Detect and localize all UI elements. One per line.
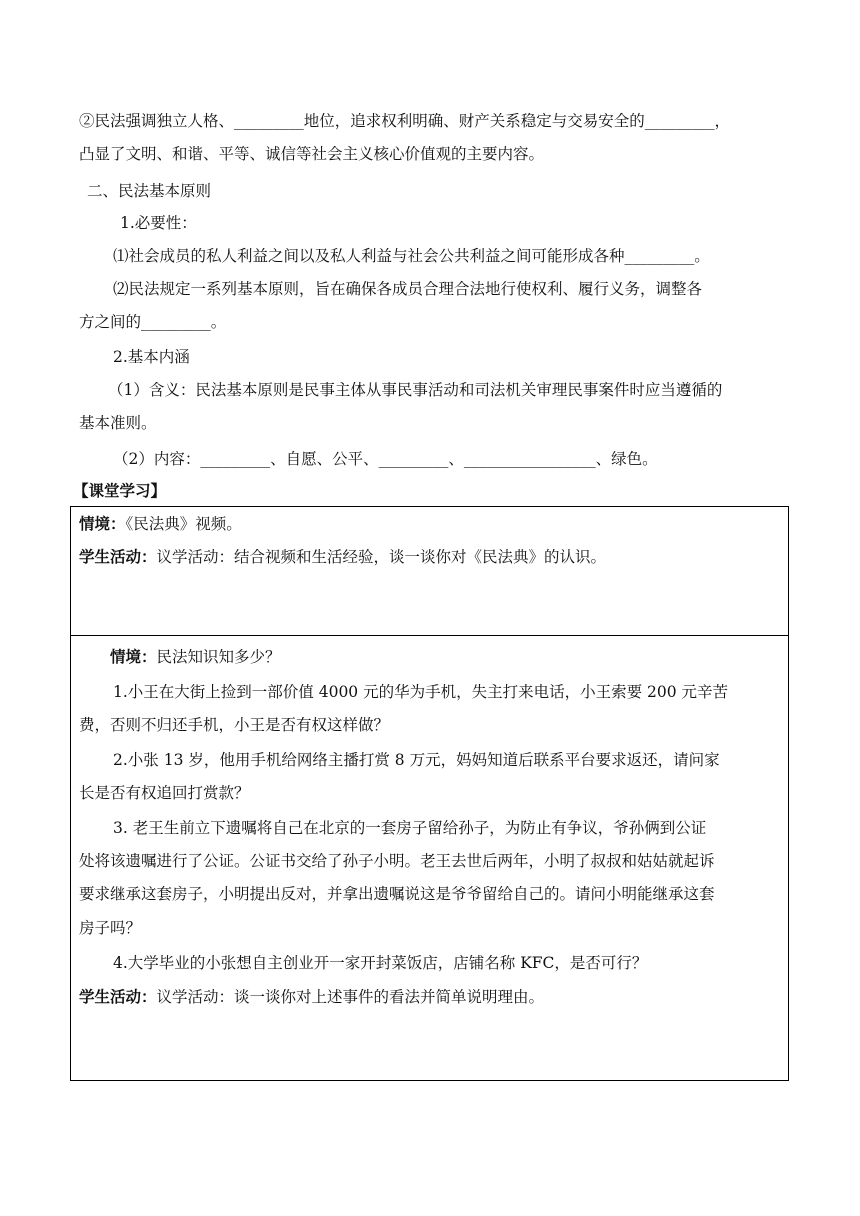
box1-situation-text: 《民法典》视频。	[125, 515, 242, 533]
necessity-item-2-line-1: ⑵民法规定一系列基本原则，旨在确保各成员合理合法地行使权利、履行义务，调整各	[113, 280, 703, 298]
question-3-line-2: 处将该遗嘱进行了公证。公证书交给了孙子小明。老王去世后两年，小明了叔叔和姑姑就起诉	[79, 852, 715, 870]
question-4: 4.大学毕业的小张想自主创业开一家开封菜饭店，店铺名称 KFC，是否可行？	[113, 954, 648, 972]
classroom-heading: 【课堂学习】	[73, 482, 167, 500]
connotation-item-1-line-2: 基本准则。	[79, 414, 157, 432]
necessity-title: 1.必要性：	[120, 214, 197, 232]
section-2-title: 二、民法基本原则	[87, 182, 212, 200]
box2-situation-label: 情境：	[110, 648, 157, 666]
box1-situation	[79, 513, 242, 535]
box1-situation-label: 情境：	[79, 515, 126, 533]
intro-paragraph-1-line-1: ②民法强调独立人格、_________地位，追求权利明确、财产关系稳定与交易安全的_________，	[79, 112, 731, 130]
question-3-line-3: 要求继承这套房子，小明提出反对，并拿出遗嘱说这是爷爷留给自己的。请问小明能继承这套	[79, 885, 715, 903]
question-3-line-1: 3. 老王生前立下遗嘱将自己在北京的一套房子留给孙子，为防止有争议，爷孙俩到公证	[113, 819, 707, 837]
connotation-title: 2.基本内涵	[113, 348, 190, 366]
necessity-item-1: ⑴社会成员的私人利益之间以及私人利益与社会公共利益之间可能形成各种_________。	[113, 247, 710, 265]
box2-activity	[79, 986, 544, 1008]
box2-situation-text: 民法知识知多少？	[156, 648, 281, 666]
box1-activity-text: 议学活动：结合视频和生活经验，谈一谈你对《民法典》的认识。	[156, 548, 607, 566]
box2-activity-label: 学生活动：	[79, 988, 157, 1006]
question-2-line-1: 2.小张 13 岁，他用手机给网络主播打赏 8 万元，妈妈知道后联系平台要求返还，请问家	[113, 751, 720, 769]
question-1-line-2: 费，否则不归还手机，小王是否有权这样做？	[79, 716, 390, 734]
connotation-item-2: （2）内容：_________、自愿、公平、_________、_________________、绿色。	[113, 450, 658, 468]
box1-activity	[79, 546, 606, 568]
box1-activity-label: 学生活动：	[79, 548, 157, 566]
box2-activity-text: 议学活动：谈一谈你对上述事件的看法并简单说明理由。	[156, 988, 545, 1006]
connotation-item-1-line-1: （1）含义：民法基本原则是民事主体从事民事活动和司法机关审理民事案件时应当遵循的	[108, 381, 723, 399]
box2-situation	[110, 646, 281, 668]
intro-paragraph-1-line-2: 凸显了文明、和谐、平等、诚信等社会主义核心价值观的主要内容。	[79, 145, 545, 163]
necessity-item-2-line-2: 方之间的_________。	[79, 313, 227, 331]
question-2-line-2: 长是否有权追回打赏款？	[79, 784, 250, 802]
question-3-line-4: 房子吗？	[79, 919, 142, 937]
question-1-line-1: 1.小王在大街上捡到一部价值 4000 元的华为手机，失主打来电话，小王索要 200 元辛苦	[113, 683, 729, 701]
